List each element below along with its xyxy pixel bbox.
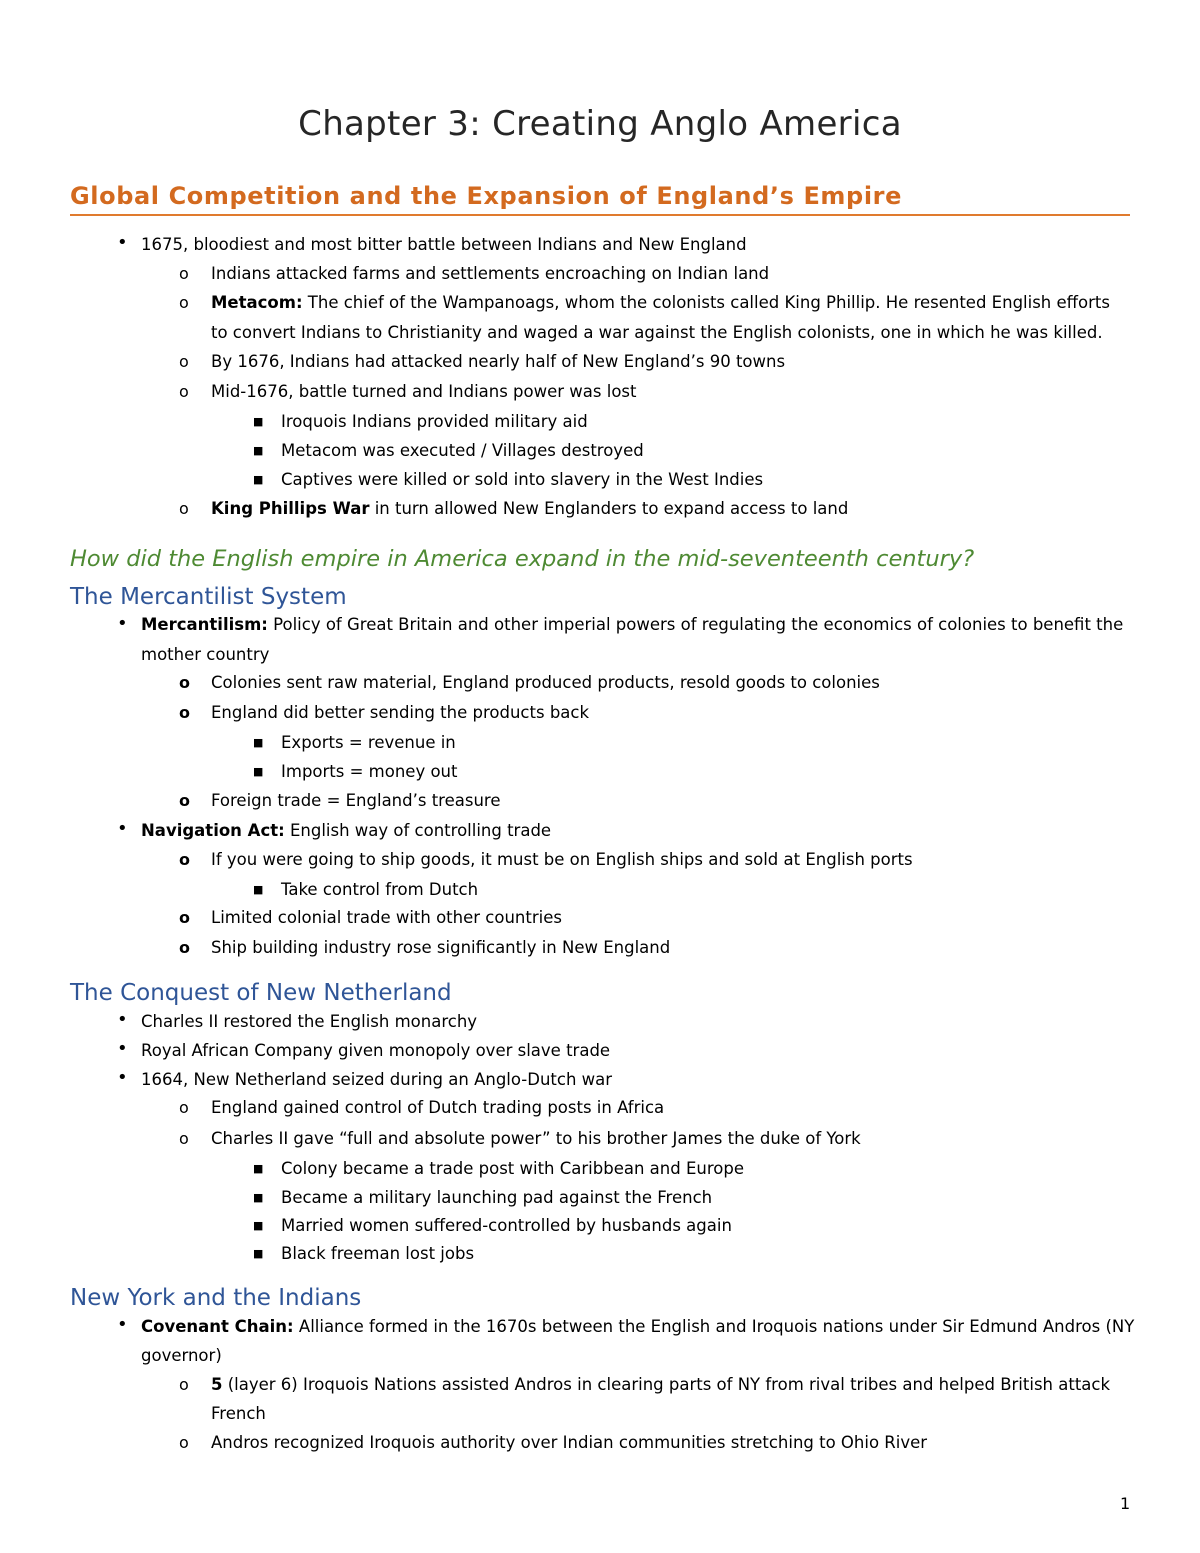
- bullet-circle: o: [179, 499, 189, 518]
- bullet-circle: o: [179, 264, 189, 283]
- term: Covenant Chain:: [141, 1317, 294, 1336]
- list-item: Andros recognized Iroquois authority over Indian communities stretching to Ohio River: [211, 1433, 928, 1452]
- bullet-dot: •: [117, 613, 128, 634]
- page-title: Chapter 3: Creating Anglo America: [298, 104, 902, 144]
- list-item: Colony became a trade post with Caribbean and Europe: [281, 1159, 744, 1178]
- bullet-square: ■: [253, 1162, 264, 1175]
- bullet-dot: •: [117, 232, 128, 253]
- list-item: If you were going to ship goods, it must be on English ships and sold at English ports: [211, 850, 913, 869]
- section-heading: The Conquest of New Netherland: [70, 980, 452, 1006]
- list-item: Indians attacked farms and settlements encroaching on Indian land: [211, 264, 770, 283]
- bullet-circle: o: [179, 1098, 189, 1117]
- definition: in turn allowed New Englanders to expand access to land: [369, 499, 849, 518]
- definition: Alliance formed in the 1670s between the English and Iroquois nations under Sir Edmund Andros (NY: [293, 1317, 1135, 1336]
- list-item: Captives were killed or sold into slavery in the West Indies: [281, 470, 764, 489]
- list-item: Black freeman lost jobs: [281, 1244, 475, 1263]
- term: Navigation Act:: [141, 821, 285, 840]
- bullet-circle: o: [179, 382, 189, 401]
- bullet-square: ■: [253, 1191, 264, 1204]
- list-item: Limited colonial trade with other countries: [211, 908, 562, 927]
- question-heading: How did the English empire in America expand in the mid-seventeenth century?: [70, 546, 975, 572]
- bullet-square: ■: [253, 415, 264, 428]
- definition: (layer 6) Iroquois Nations assisted Andros in clearing parts of NY from rival tribes and helped British attack: [222, 1375, 1111, 1394]
- list-item: Charles II restored the English monarchy: [141, 1012, 478, 1031]
- list-item: [211, 1375, 1110, 1395]
- list-item-continuation: governor): [141, 1346, 222, 1365]
- list-item-continuation: mother country: [141, 645, 270, 664]
- list-item-continuation: to convert Indians to Christianity and waged a war against the English colonists, one in which he was killed.: [211, 323, 1103, 342]
- list-item: Royal African Company given monopoly over slave trade: [141, 1041, 611, 1060]
- list-item: England did better sending the products back: [211, 703, 590, 722]
- bullet-circle: o: [179, 703, 190, 722]
- bullet-circle: o: [179, 293, 189, 312]
- bullet-dot: •: [117, 1038, 128, 1059]
- list-item: Imports = money out: [281, 762, 458, 781]
- list-item: [211, 293, 1110, 313]
- list-item: Iroquois Indians provided military aid: [281, 412, 588, 431]
- term: 5: [211, 1375, 223, 1394]
- bullet-circle: o: [179, 352, 189, 371]
- definition: The chief of the Wampanoags, whom the colonists called King Phillip. He resented English efforts: [302, 293, 1110, 312]
- definition: Policy of Great Britain and other imperial powers of regulating the economics of colonies to benefit the: [267, 615, 1124, 634]
- bullet-square: ■: [253, 1247, 264, 1260]
- term: King Phillips War: [211, 499, 370, 518]
- list-item: Mid-1676, battle turned and Indians power was lost: [211, 382, 637, 401]
- bullet-square: ■: [253, 883, 264, 896]
- list-item-continuation: French: [211, 1404, 266, 1423]
- list-item: Married women suffered-controlled by husbands again: [281, 1216, 732, 1235]
- list-item: [141, 821, 551, 841]
- list-item: [141, 615, 1123, 635]
- list-item: Ship building industry rose significantly in New England: [211, 938, 671, 957]
- bullet-circle: o: [179, 1433, 189, 1452]
- bullet-dot: •: [117, 1314, 128, 1335]
- bullet-circle: o: [179, 908, 190, 927]
- bullet-square: ■: [253, 473, 264, 486]
- main-heading: Global Competition and the Expansion of England’s Empire: [70, 182, 1130, 216]
- bullet-circle: o: [179, 673, 190, 692]
- list-item: Colonies sent raw material, England produced products, resold goods to colonies: [211, 673, 880, 692]
- list-item: Became a military launching pad against the French: [281, 1188, 713, 1207]
- bullet-circle: o: [179, 1375, 189, 1394]
- list-item: Charles II gave “full and absolute power” to his brother James the duke of York: [211, 1129, 861, 1148]
- list-item: England gained control of Dutch trading posts in Africa: [211, 1098, 665, 1117]
- list-item: Foreign trade = England’s treasure: [211, 791, 501, 810]
- bullet-circle: o: [179, 850, 190, 869]
- bullet-dot: •: [117, 818, 128, 839]
- section-heading: The Mercantilist System: [70, 584, 347, 610]
- list-item: Take control from Dutch: [281, 880, 479, 899]
- list-item: Exports = revenue in: [281, 733, 456, 752]
- section-heading: New York and the Indians: [70, 1285, 362, 1311]
- bullet-square: ■: [253, 444, 264, 457]
- bullet-circle: o: [179, 938, 190, 957]
- term: Mercantilism:: [141, 615, 268, 634]
- bullet-circle: o: [179, 1129, 189, 1148]
- list-item: [141, 1317, 1134, 1337]
- term: Metacom:: [211, 293, 303, 312]
- bullet-dot: •: [117, 1009, 128, 1030]
- list-item: By 1676, Indians had attacked nearly half of New England’s 90 towns: [211, 352, 786, 371]
- bullet-circle: o: [179, 791, 190, 810]
- list-item: 1664, New Netherland seized during an Anglo-Dutch war: [141, 1070, 613, 1089]
- bullet-square: ■: [253, 1219, 264, 1232]
- list-item: [211, 499, 848, 519]
- definition: English way of controlling trade: [284, 821, 552, 840]
- bullet-dot: •: [117, 1067, 128, 1088]
- bullet-square: ■: [253, 765, 264, 778]
- page-number: 1: [1120, 1494, 1131, 1513]
- list-item: Metacom was executed / Villages destroyed: [281, 441, 644, 460]
- list-item: 1675, bloodiest and most bitter battle between Indians and New England: [141, 235, 747, 254]
- bullet-square: ■: [253, 736, 264, 749]
